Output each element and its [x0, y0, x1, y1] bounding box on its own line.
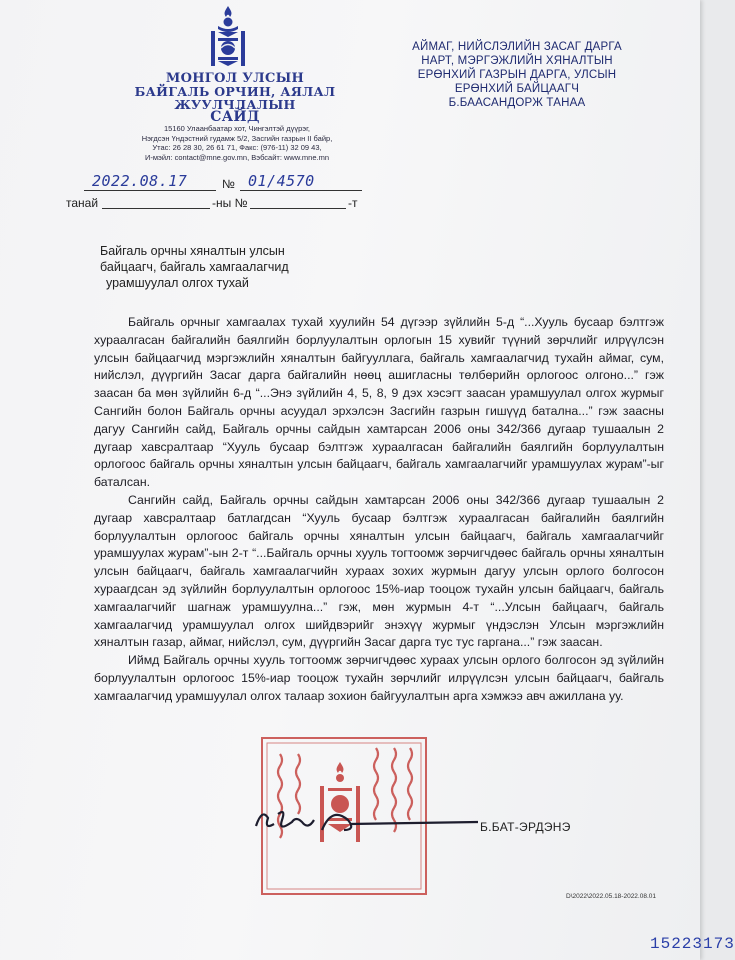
signer-name: Б.БАТ-ЭРДЭНЭ: [480, 820, 571, 834]
received-number-stamp: 15223173: [650, 935, 735, 953]
soyombo-emblem-icon: [208, 6, 248, 70]
document-path: D\2022\2022.05.18-2022.08.01: [566, 893, 656, 900]
letter-date: 2022.08.17: [92, 172, 188, 190]
letter-body: [94, 314, 664, 706]
addressee-line: Б.БААСАНДОРЖ ТАНАА: [448, 97, 586, 109]
reply-label-3: -т: [348, 196, 358, 210]
letter-subject: [100, 243, 390, 291]
subject-line: урамшуулал олгох тухай: [106, 276, 249, 290]
addressee-block: [392, 40, 642, 110]
reply-label-1: танай: [66, 196, 99, 210]
number-label: №: [222, 177, 235, 191]
reply-number-underline: [250, 208, 346, 209]
addressee-line: ЕРӨНХИЙ БАЙЦААГЧ: [454, 83, 580, 95]
addressee-line: АЙМАГ, НИЙСЛЭЛИЙН ЗАСАГ ДАРГА: [412, 41, 622, 53]
handwritten-signature-icon: [252, 800, 482, 840]
date-underline: [84, 190, 216, 191]
contact-line: И-мэйл: contact@mne.gov.mn, Вэбсайт: www.mne.mn: [144, 152, 330, 162]
body-paragraph: Байгаль орчныг хамгаалах тухай хуулийн 54 дүгээр зүйлийн 5-д “...Хууль бусаар бэлтгэж хураалгасан байгалийн баялгийн борлуулалтын орлогын 15 хувийг түүний зөрчлийг илрүүлсэн улсын байцаагчид мэргэжлийн хяналтын байгууллага, байгаль хамгаалагчид тухайн аймаг, сум, нийслэл, дүүргийн Засаг дарга байгалийн нөөц ашигласны төлбөрийн орлогоос олгоно...” гэж заасан ба мөн зүйлийн 6-д “...Энэ зүйлийн 4, 5, 8, 9 дэх хэсэгт заасан урамшуулал олгох журмыг Сангийн болон Байгаль орчны асуудал эрхэлсэн Засгийн газрын гишүүд батална...” гэж заасны дагуу Сангийн сайд, Байгаль орчны сайдын хамтарсан 2006 оны 342/366 дугаар тушаалын 2 дугаар хавсралтаар “Хууль бусаар бэлтгэж хураалгасан байгалийн баялгийн борлуулалтын орлогоос байгаль орчны хяналтын улсын байцаагч, байгаль хамгаалагчийг урамшуулах журам”-ыг баталсан.: [94, 315, 664, 490]
reply-date-underline: [102, 208, 210, 209]
ministry-name-line: МОНГОЛ УЛСЫН: [165, 71, 305, 86]
contact-line: 15160 Улаанбаатар хот, Чингэлтэй дүүрэг,: [163, 124, 310, 133]
ministry-name-line: БАЙГАЛЬ ОРЧИН, АЯЛАЛ ЖУУЛЧЛАЛЫН: [134, 84, 336, 112]
addressee-line: НАРТ, МЭРГЭЖЛИЙН ХЯНАЛТЫН: [421, 55, 613, 67]
contact-line: Утас: 26 28 30, 26 61 71, Факс: (976-11) 32 09 43,: [152, 143, 322, 152]
number-underline: [240, 190, 362, 191]
letter-number: 01/4570: [248, 172, 315, 190]
subject-line: байцаагч, байгаль хамгаалагчид: [100, 260, 289, 274]
ministry-name-line: САЙД: [210, 109, 260, 125]
subject-line: Байгаль орчны хяналтын улсын: [100, 244, 285, 258]
ministry-contact-block: [112, 124, 362, 162]
ministry-name: [110, 72, 360, 124]
body-paragraph: Иймд Байгаль орчны хууль тогтоомж зөрчигчдөөс хураах улсын орлого болгосон эд зүйлийн борлуулалтын орлогоос 15%-иар тооцож тухайн зөрчлийг илрүүлсэн улсын байцаагч, байгаль хамгаалагчид урамшуулал олгох талаар зохион байгуулалтын арга хэмжээ авч ажиллана уу.: [94, 653, 664, 703]
addressee-line: ЕРӨНХИЙ ГАЗРЫН ДАРГА, УЛСЫН: [417, 69, 617, 81]
reply-label-2: -ны №: [212, 196, 248, 210]
contact-line: Нэгдсэн Үндэстний гудамж 5/2, Засгийн газрын II байр,: [141, 133, 333, 143]
body-paragraph: Сангийн сайд, Байгаль орчны сайдын хамтарсан 2006 оны 342/366 дугаар тушаалын 2 дугаар хавсралтаар батлагдсан “Хууль бусаар бэлтгэж хураалгасан байгалийн баялгийн борлуулалтын орлогоос байгаль орчны хяналтын улсын байцаагч, байгаль хамгаалагчийг урамшуулах журам”-ын 2-т “...Байгаль орчны хууль тогтоомж зөрчигчдөөс байгаль орчны хяналтын улсын байцаагч, байгаль хамгаалагчийн хураах зохих журмын дагуу улсын орлого болгосон хураагдсан эд зүйлийн борлуулалтын орлогоос 15%-иар тооцож тухайн улсын байцаагч, байгаль хамгаалагчийг шагнаж урамшуулна...” гэж, мөн журмын 4-т “...Улсын байцаагч, байгаль хамгаалагчид урамшуулал олгох шийдвэрийг энэхүү журмыг үндэслэн Улсын мэргэжлийн хяналтын газар, аймаг, нийслэл, сум, дүүргийн Засаг дарга тус тус гаргана...” гэж заасан.: [94, 492, 664, 650]
